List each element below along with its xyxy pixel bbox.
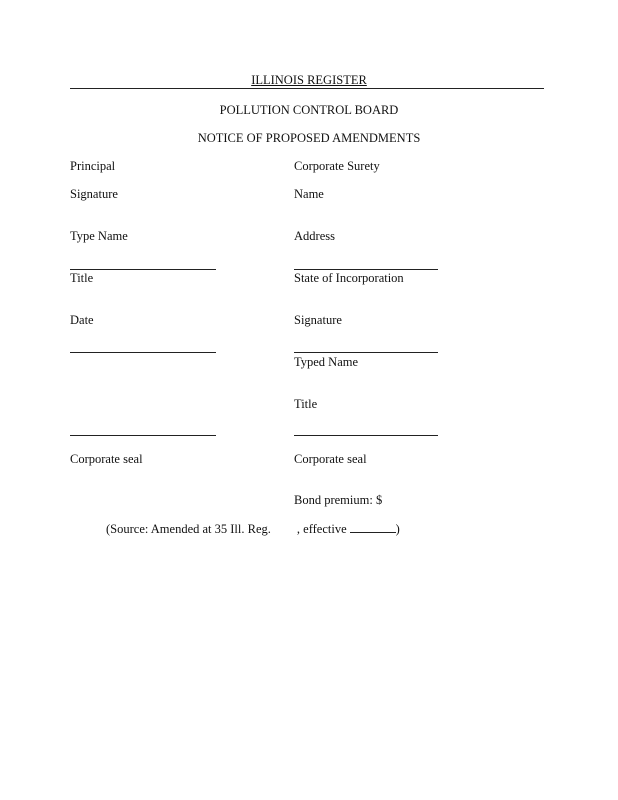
address-label: Address: [294, 229, 335, 243]
right-title-label: Title: [294, 397, 318, 411]
source-line: [106, 522, 400, 537]
source-end: ): [395, 522, 400, 536]
source-date-blank: [350, 532, 396, 533]
right-state-rule: [294, 269, 438, 270]
right-signature-label: Signature: [294, 313, 342, 327]
header-rule: [70, 88, 544, 89]
state-of-incorporation-label: State of Incorporation: [294, 271, 404, 285]
notice-title: NOTICE OF PROPOSED AMENDMENTS: [197, 131, 421, 145]
right-seal-rule: [294, 435, 438, 436]
principal-label: Principal: [70, 159, 116, 173]
source-prefix: (Source: Amended at 35 Ill. Reg.: [106, 522, 271, 536]
right-corporate-seal-label: Corporate seal: [294, 452, 367, 466]
left-date-rule: [70, 352, 216, 353]
name-label: Name: [294, 187, 324, 201]
source-effective: , effective: [296, 522, 347, 536]
left-seal-rule: [70, 435, 216, 436]
typed-name-label: Typed Name: [294, 355, 359, 369]
date-label: Date: [70, 313, 94, 327]
left-title-label: Title: [70, 271, 94, 285]
left-signature-label: Signature: [70, 187, 118, 201]
right-typed-name-rule: [294, 352, 438, 353]
left-title-rule: [70, 269, 216, 270]
corporate-surety-label: Corporate Surety: [294, 159, 380, 173]
bond-premium-label: Bond premium: $: [294, 493, 383, 507]
left-corporate-seal-label: Corporate seal: [70, 452, 143, 466]
board-title: POLLUTION CONTROL BOARD: [219, 103, 399, 117]
type-name-label: Type Name: [70, 229, 128, 243]
register-title: ILLINOIS REGISTER: [251, 73, 367, 87]
